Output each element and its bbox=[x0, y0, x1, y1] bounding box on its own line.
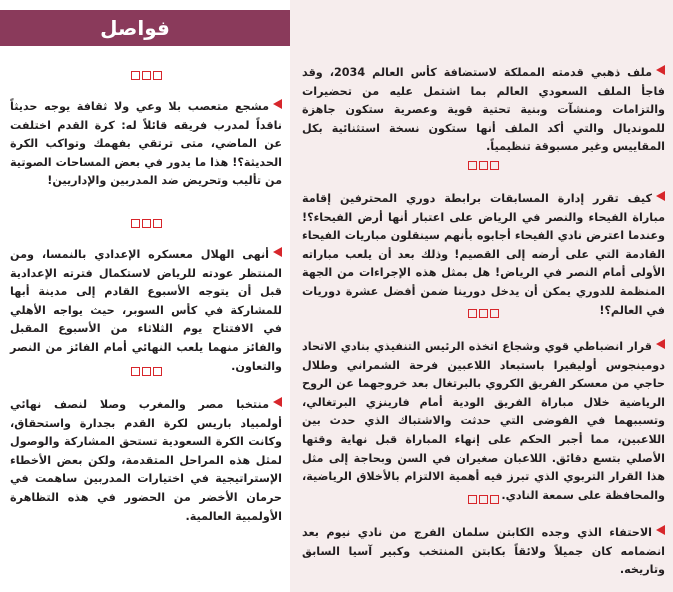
separator bbox=[302, 492, 665, 511]
paragraph-text: قرار انضباطي قوي وشجاع اتخذه الرئيس التنفيذي بنادي الاتحاد دومينجوس أوليفيرا باستبعاد اللاعبين فرحة الشمراني وطلال حاجي من معسكر الفريق الكروي بالبرتغال بعد خروجهما عن الروح الرياضية خلال مباراة الفريق الودية أمام فارينزي البرتغالي، وتسببهما في الفوضى التي حدثت والاشتباك الذي حدث بين اللاعبين، مما أجبر الحكم على إنهاء المباراة قبل نهاية وقتها الأصلي بتسع دقائق. اللاعبان صغيران في السن وبحاجة إلى مثل هذا القرار التربوي الذي تبرز فيه أهمية الالتزام بالأخلاق الرياضية، والمحافظة على سمعة النادي. bbox=[302, 340, 665, 502]
paragraph-right-4 bbox=[302, 524, 665, 580]
bullet-icon bbox=[656, 339, 665, 349]
paragraph-text: الاحتفاء الذي وجده الكابتن سلمان الفرج من نادي نيوم بعد انضمامه كان جميلاً ولائقاً بكابتن المنتخب وكبير آسيا السابق وتاريخه. bbox=[302, 526, 665, 577]
separator bbox=[10, 364, 282, 383]
paragraph-text: منتخبا مصر والمغرب وصلا لنصف نهائي أولمبياد باريس لكرة القدم بجدارة واستحقاق، وكانت الكرة السعودية تستحق المشاركة والوصول لمثل هذه المراحل المتقدمة، ولكن بعض الأخطاء الإستراتيجية في اختيارات المدربين ساهمت في حرمان الأخضر من الحضور في هذه التظاهرة الأولمبية العالمية. bbox=[10, 398, 282, 523]
right-column bbox=[290, 0, 673, 592]
paragraph-text: كيف تقرر إدارة المسابقات برابطة دوري المحترفين إقامة مباراة الفيحاء والنصر في الرياض على اعتبار أنها أرض الفيحاء؟! وعندما اعترض نادي الفيحاء أجابوه بأنهم سينقلون مباريات الفيحاء القادمة التي على أرضه إلى القصيم! وذلك بعد أن يلعب مباراته الأولى أمام النصر في الرياض! هل بمثل هذه الإجراءات من الجهة المنظمة للدوري يمكن أن يدخل دورينا ضمن أفضل عشرة دوريات في العالم؟! bbox=[302, 192, 665, 317]
bullet-icon bbox=[656, 191, 665, 201]
paragraph-text: أنهى الهلال معسكره الإعدادي بالنمسا، ومن المنتظر عودته للرياض لاستكمال فترته الإعدادية قبل أن يتوجه الأسبوع القادم إلى مدينة أبها للمشاركة في كأس السوبر، حيث يواجه الأهلي في الافتتاح يوم الثلاثاء من الأسبوع المقبل والفائز منهما يلعب النهائي أمام الفائز من النصر والتعاون. bbox=[10, 248, 282, 373]
bullet-icon bbox=[656, 525, 665, 535]
bullet-icon bbox=[656, 65, 665, 75]
separator bbox=[10, 68, 282, 87]
paragraph-text: ملف ذهبي قدمته المملكة لاستضافة كأس العالم 2034، وقد فاجأ الملف السعودي العالم بما اشتمل عليه من تحضيرات والتزامات ومنشآت وبنية تحتية قوية وعصرية ستكون جاهزة للمونديال والتي أكد الملف أنها ستكون نسخة استثنائية بكل المقاييس وغير مسبوقة تنظيمياً. bbox=[302, 66, 665, 154]
bullet-icon bbox=[273, 99, 282, 109]
separator bbox=[10, 216, 282, 235]
paragraph-left-2 bbox=[10, 246, 282, 376]
bullet-icon bbox=[273, 247, 282, 257]
section-title: فواصل bbox=[100, 16, 170, 40]
paragraph-right-2 bbox=[302, 190, 665, 320]
separator bbox=[302, 158, 665, 177]
left-column bbox=[0, 0, 290, 592]
paragraph-right-1 bbox=[302, 64, 665, 157]
separator bbox=[302, 306, 665, 325]
paragraph-left-1 bbox=[10, 98, 282, 191]
paragraph-text: مشجع متعصب بلا وعي ولا ثقافة يوجه حديثاً ناقداً لمدرب فريقه قائلاً له: كرة القدم اختلفت عن الماضي، متى ترتقي بفهمك وتواكب الكرة الحديثة؟! هذا ما يدور في بعض المساحات الصوتية من تأليب وتحريض ضد المدربين والإداريين! bbox=[10, 100, 282, 188]
bullet-icon bbox=[273, 397, 282, 407]
paragraph-left-3 bbox=[10, 396, 282, 526]
section-tab-bar bbox=[0, 10, 290, 46]
paragraph-right-3 bbox=[302, 338, 665, 505]
